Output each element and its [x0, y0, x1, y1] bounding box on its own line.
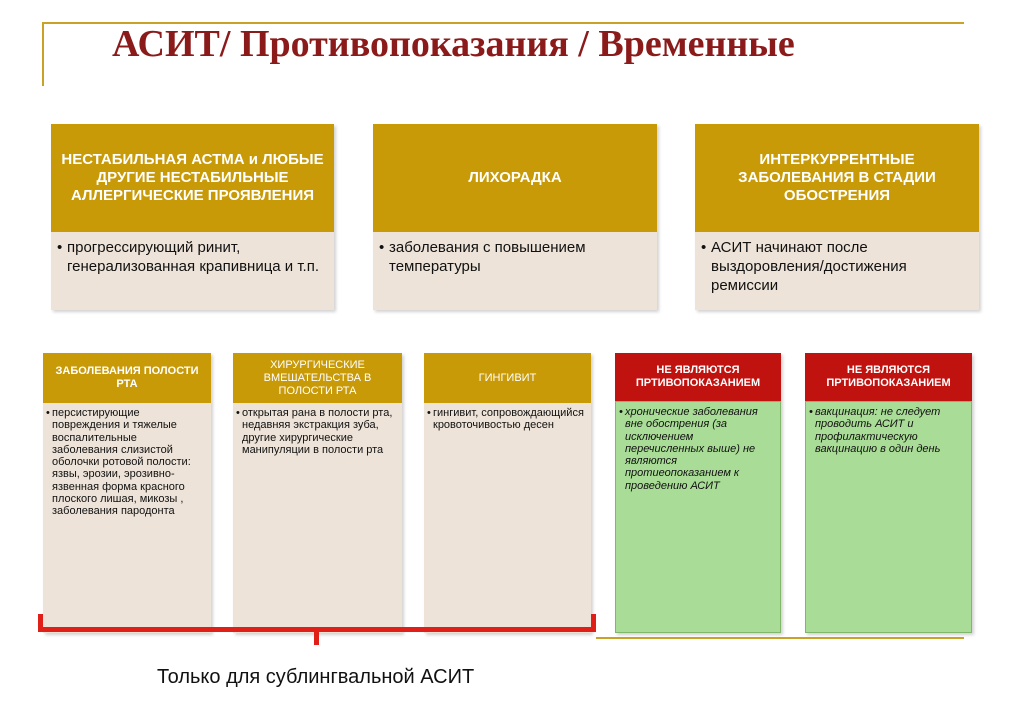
card-body [43, 403, 211, 633]
sublingual-note: Только для сублингвальной АСИТ [157, 666, 475, 688]
card-not-contraindication-chronic [615, 353, 781, 633]
card-gingivitis [424, 353, 591, 633]
card-not-contraindication-vaccination [805, 353, 972, 633]
bottom-divider-line [596, 637, 964, 639]
card-bullet: • персистирующие повреждения и тяжелые воспалительные заболевания слизистой оболочки ротовой полости: язвы, эрозии, эрозивно-язвенная форма красного плоского лишая, микозы , заболевания пародонта [52, 407, 205, 518]
card-body [233, 403, 402, 633]
card-body [695, 232, 979, 310]
card-header: ХИРУРГИЧЕСКИЕ ВМЕШАТЕЛЬСТВА В ПОЛОСТИ РТА [233, 353, 402, 403]
card-header: НЕСТАБИЛЬНАЯ АСТМА и ЛЮБЫЕ ДРУГИЕ НЕСТАБИЛЬНЫЕ АЛЛЕРГИЧЕСКИЕ ПРОЯВЛЕНИЯ [51, 124, 334, 232]
card-intercurrent-diseases [695, 124, 979, 310]
card-body [424, 403, 591, 633]
card-header: НЕ ЯВЛЯЮТСЯ ПРТИВОПОКАЗАНИЕМ [805, 353, 972, 401]
card-header: ГИНГИВИТ [424, 353, 591, 403]
bracket-center-tick [314, 629, 319, 645]
card-header: ЛИХОРАДКА [373, 124, 657, 232]
card-header: ЗАБОЛЕВАНИЯ ПОЛОСТИ РТА [43, 353, 211, 403]
card-body [805, 401, 972, 633]
slide-title: АСИТ/ Противопоказания / Временные [112, 23, 795, 65]
card-fever [373, 124, 657, 310]
card-bullet: • гингивит, сопровождающийся кровоточивостью десен [433, 407, 585, 432]
card-header: НЕ ЯВЛЯЮТСЯ ПРТИВОПОКАЗАНИЕМ [615, 353, 781, 401]
card-body [51, 232, 334, 310]
title-accent-line [42, 22, 44, 86]
card-oral-diseases [43, 353, 211, 633]
card-body [373, 232, 657, 310]
card-oral-surgery [233, 353, 402, 633]
card-body [615, 401, 781, 633]
card-bullet: • АСИТ начинают после выздоровления/достижения ремиссии [711, 238, 969, 295]
card-bullet: • хронические заболевания вне обострения (за исключением перечисленных выше) не являются протиеопоказанием к проведению АСИТ [625, 406, 774, 492]
card-header: ИНТЕРКУРРЕНТНЫЕ ЗАБОЛЕВАНИЯ В СТАДИИ ОБОСТРЕНИЯ [695, 124, 979, 232]
bracket-right-arm [591, 614, 596, 632]
card-bullet: • прогрессирующий ринит, генерализованная крапивница и т.п. [67, 238, 324, 276]
card-bullet: • открытая рана в полости рта, недавняя экстракция зуба, другие хирургические манипуляции в полости рта [242, 407, 396, 456]
card-unstable-asthma [51, 124, 334, 310]
card-bullet: • заболевания с повышением температуры [389, 238, 647, 276]
card-bullet: • вакцинация: не следует проводить АСИТ и профилактическую вакцинацию в один день [815, 406, 965, 455]
